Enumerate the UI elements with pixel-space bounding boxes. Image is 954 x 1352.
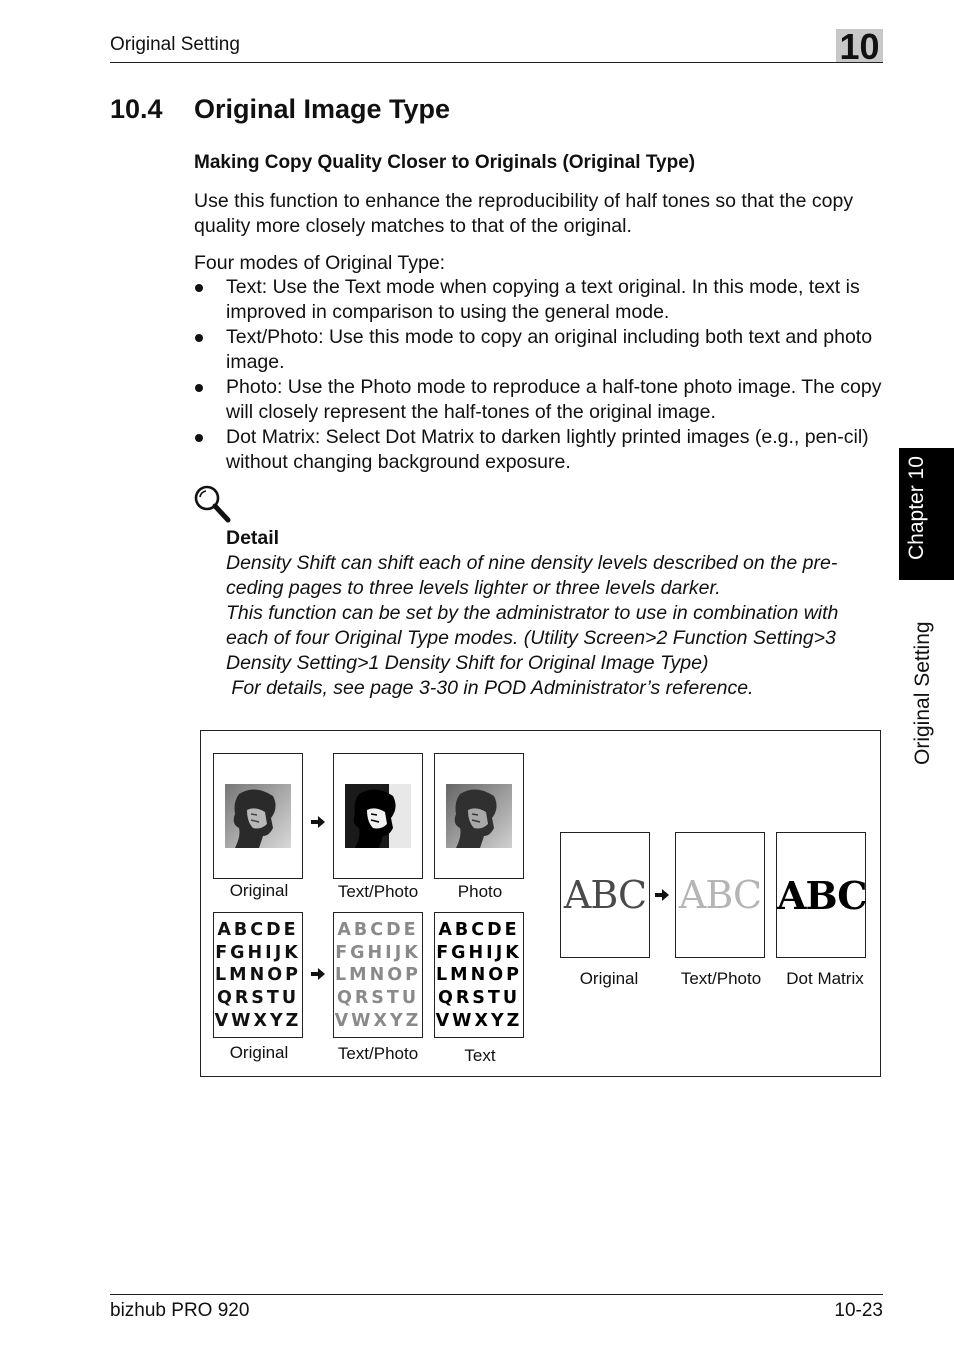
abc-original-card (560, 832, 650, 958)
arrow-right-icon (310, 967, 326, 981)
caption-abc-dotmatrix: Dot Matrix (786, 969, 864, 988)
list-item: Dot Matrix: Select Dot Matrix to darken lightly printed images (e.g., pen-cil) without changing background exposure. (194, 425, 884, 475)
arrow-right-icon (654, 888, 670, 902)
photo-textphoto-card (333, 753, 423, 879)
abc-dotmatrix-card (776, 832, 866, 958)
text-text-card (434, 912, 524, 1038)
footer-product: bizhub PRO 920 (110, 1300, 250, 1321)
portrait-photo-image (446, 784, 512, 848)
caption-text-original: Original (229, 1043, 289, 1062)
footer-rule (110, 1294, 883, 1295)
portrait-original-image (225, 784, 291, 848)
text-original-card (213, 912, 303, 1038)
side-section-label: Original Setting (911, 621, 934, 765)
original-type-figure (200, 730, 881, 1077)
arrow-right-icon (310, 815, 326, 829)
side-chapter-label: Chapter 10 (905, 456, 928, 560)
caption-text-textphoto: Text/Photo (337, 1044, 419, 1063)
section-number: 10.4 (110, 94, 163, 124)
intro-paragraph: Use this function to enhance the reproducibility of half tones so that the copy quality more closely matches to that of the original. (194, 190, 854, 237)
abc-sample: ABC (678, 873, 762, 917)
letter-block: ABCDE FGHIJK LMNOP QRSTU VWXYZ (214, 920, 302, 1031)
section-heading (110, 94, 450, 125)
mode-list (194, 275, 884, 475)
footer-page-number: 10-23 (834, 1300, 883, 1321)
bullet-icon (195, 434, 203, 442)
bullet-icon (195, 384, 203, 392)
subheading: Making Copy Quality Closer to Originals (Original Type) (194, 152, 696, 173)
detail-body: Density Shift can shift each of nine density levels described on the pre- ceding pages to three levels lighter or three levels darker. This function can be set by the administrator to use in combination with each of four Original Type modes. (Utility Screen>2 Function Setting>3 Density Setting>1 Density Shift for Original Image Type) For details, see page 3-30 in POD Administrator’s reference. (226, 552, 839, 699)
abc-sample: ABC (777, 873, 867, 918)
photo-photo-card (434, 753, 524, 879)
list-item: Photo: Use the Photo mode to reproduce a half-tone photo image. The copy will closely represent the half-tones of the original image. (194, 375, 884, 425)
header-rule (110, 62, 883, 63)
detail-title: Detail (226, 527, 280, 549)
caption-abc-textphoto: Text/Photo (680, 969, 762, 988)
abc-sample: ABC (563, 873, 647, 917)
bullet-icon (195, 284, 203, 292)
bullet-icon (195, 334, 203, 342)
caption-abc-original: Original (579, 969, 639, 988)
letter-block: ABCDE FGHIJK LMNOP QRSTU VWXYZ (435, 920, 523, 1031)
letter-block: ABCDE FGHIJK LMNOP QRSTU VWXYZ (334, 920, 422, 1031)
magnifier-icon (193, 484, 231, 524)
photo-original-card (213, 753, 303, 879)
modes-label: Four modes of Original Type: (194, 252, 446, 274)
running-header: Original Setting (110, 34, 240, 55)
chapter-number: 10 (839, 26, 880, 67)
caption-text-text: Text (464, 1046, 496, 1065)
list-item: Text/Photo: Use this mode to copy an original including both text and photo image. (194, 325, 884, 375)
caption-photo-original: Original (229, 881, 289, 900)
caption-photo-photo: Photo (457, 882, 503, 901)
caption-photo-textphoto: Text/Photo (337, 882, 419, 901)
list-item: Text: Use the Text mode when copying a text original. In this mode, text is improved in comparison to using the general mode. (194, 275, 884, 325)
abc-textphoto-card (675, 832, 765, 958)
section-title: Original Image Type (194, 94, 451, 124)
text-textphoto-card (333, 912, 423, 1038)
portrait-textphoto-image (345, 784, 411, 848)
